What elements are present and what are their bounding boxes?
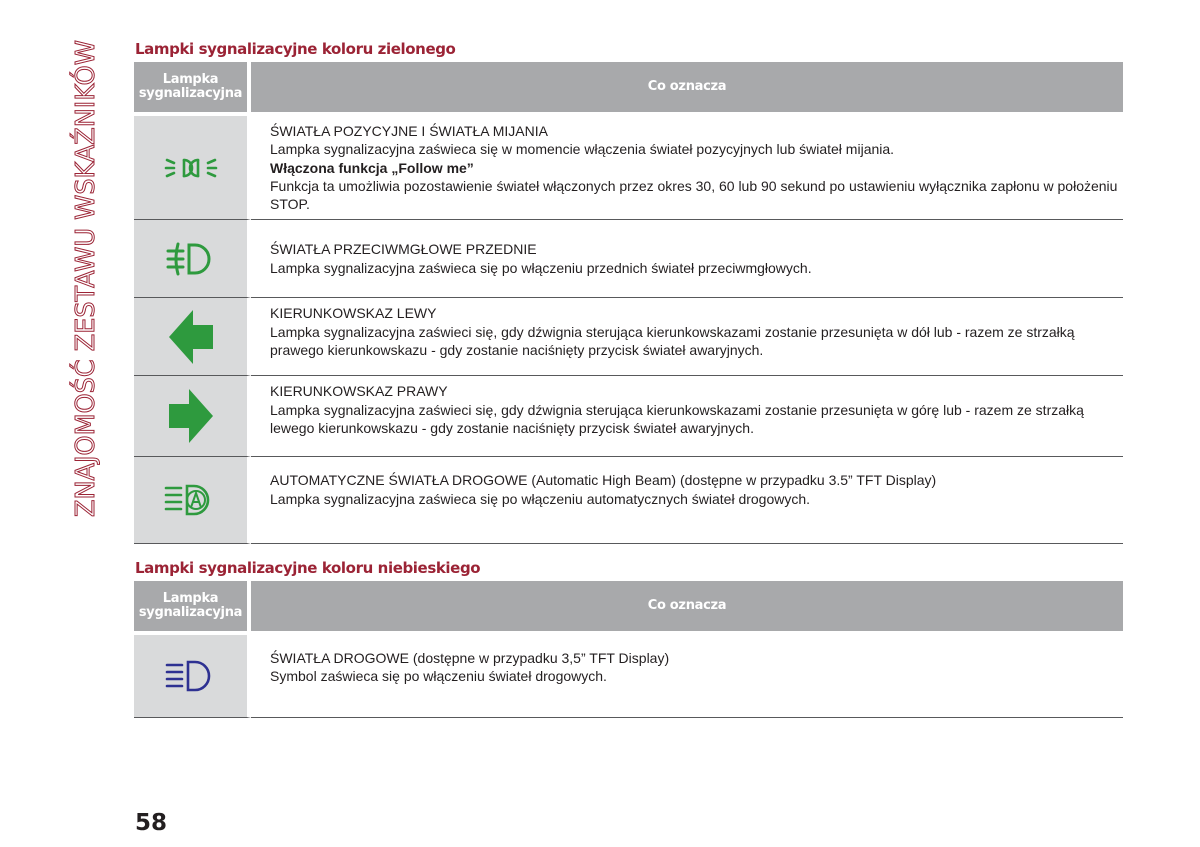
icon-column-header-line2: sygnalizacyjna xyxy=(138,86,243,101)
row-title: ŚWIATŁA DROGOWE (dostępne w przypadku 3,5” TFT Display) xyxy=(270,650,670,666)
position-dipped-lights-icon xyxy=(164,159,218,176)
auto-high-beam-icon xyxy=(163,492,219,509)
row-title: KIERUNKOWSKAZ PRAWY xyxy=(270,383,448,400)
icon-cell xyxy=(134,112,251,220)
left-arrow-icon xyxy=(167,328,215,345)
table-row xyxy=(134,298,1123,376)
description-column-header: Co oznacza xyxy=(251,62,1123,112)
description-cell xyxy=(251,376,1123,457)
right-arrow-icon xyxy=(167,408,215,425)
icon-cell xyxy=(134,376,251,457)
icon-cell xyxy=(134,298,251,376)
row-text: Lampka sygnalizacyjna zaświeci się, gdy dźwignia sterująca kierunkowskazami zostanie przesunięta w górę lub - razem ze strzałką lewego kierunkowskazu - gdy zostanie naciśnięty przycisk świateł awaryjnych. xyxy=(270,401,1084,437)
row-text: Lampka sygnalizacyjna zaświeca się po włączeniu automatycznych świateł drogowych. xyxy=(270,490,811,507)
row-subtext: Funkcja ta umożliwia pozostawienie świateł włączonych przez okres 30, 60 lub 90 sekund po ustawieniu wyłącznika zapłonu w położeniu STOP. xyxy=(270,177,1118,213)
icon-cell xyxy=(134,220,251,298)
blue-section-heading: Lampki sygnalizacyjne koloru niebieskiego xyxy=(135,559,481,577)
description-cell xyxy=(251,457,1123,544)
front-fog-lights-icon xyxy=(165,250,217,267)
description-cell xyxy=(251,220,1123,298)
row-title: AUTOMATYCZNE ŚWIATŁA DROGOWE (Automatic High Beam) (dostępne w przypadku 3.5” TFT Display) xyxy=(270,472,937,489)
row-title: KIERUNKOWSKAZ LEWY xyxy=(270,305,437,322)
icon-cell xyxy=(134,631,251,718)
row-text: Symbol zaświeca się po włączeniu świateł drogowych. xyxy=(270,668,607,685)
icon-column-header xyxy=(134,62,251,112)
icon-column-header-line1: Lampka xyxy=(162,591,219,606)
row-title: ŚWIATŁA POZYCYJNE I ŚWIATŁA MIJANIA xyxy=(270,123,548,139)
green-lamps-table xyxy=(134,62,1123,544)
green-section-heading: Lampki sygnalizacyjne koloru zielonego xyxy=(135,40,456,58)
table-row xyxy=(134,631,1123,718)
row-text: Lampka sygnalizacyjna zaświeca się po włączeniu przednich świateł przeciwmgłowych. xyxy=(270,259,812,276)
description-column-header: Co oznacza xyxy=(251,581,1123,631)
blue-lamps-table xyxy=(134,581,1123,718)
icon-column-header-line2: sygnalizacyjna xyxy=(138,605,243,620)
icon-cell xyxy=(134,457,251,544)
row-text: Lampka sygnalizacyjna zaświeca się w momencie włączenia świateł pozycyjnych lub świateł mijania. xyxy=(270,141,895,158)
table-row xyxy=(134,220,1123,298)
row-title: ŚWIATŁA PRZECIWMGŁOWE PRZEDNIE xyxy=(270,241,537,258)
row-subtitle: Włączona funkcja „Follow me” xyxy=(270,159,474,176)
description-cell xyxy=(251,631,1123,718)
side-title: ZNAJOMOŚĆ ZESTAWU WSKAŹNIKÓW xyxy=(71,40,101,517)
description-cell xyxy=(251,298,1123,376)
table-row xyxy=(134,376,1123,457)
icon-column-header-line1: Lampka xyxy=(162,72,219,87)
icon-column-header xyxy=(134,581,251,631)
table-row xyxy=(134,457,1123,544)
row-text: Lampka sygnalizacyjna zaświeci się, gdy dźwignia sterująca kierunkowskazami zostanie przesunięta w dół lub - razem ze strzałką prawego kierunkowskazu - gdy zostanie naciśnięty przycisk świateł awaryjnych. xyxy=(270,323,1075,359)
description-cell xyxy=(251,112,1123,220)
page-number: 58 xyxy=(135,810,168,836)
table-row xyxy=(134,112,1123,220)
high-beam-icon xyxy=(164,667,218,684)
